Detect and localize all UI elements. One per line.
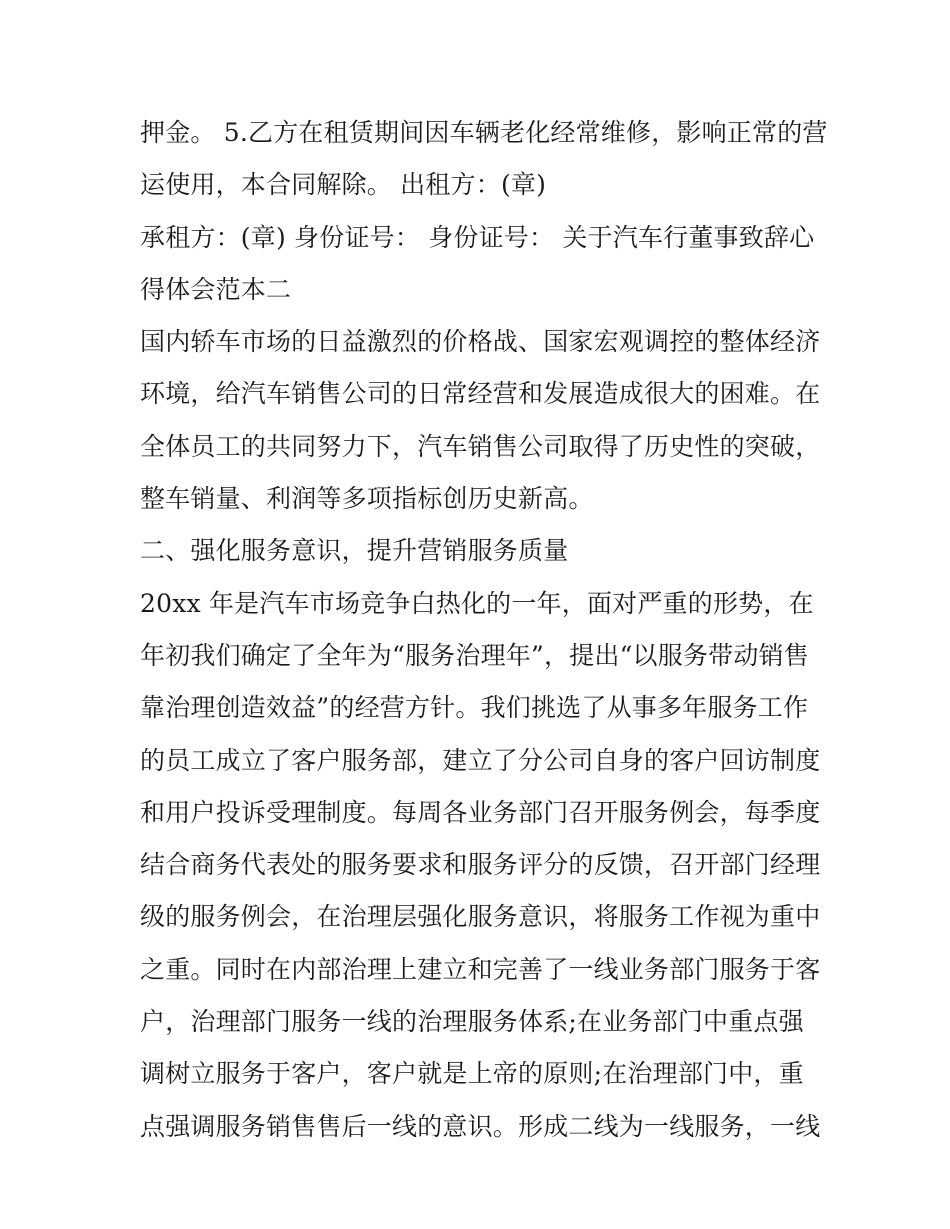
text-line: 靠治理创造效益”的经营方针。我们挑选了从事多年服务工作 (140, 693, 809, 723)
text-line: 级的服务例会，在治理层强化服务意识，将服务工作视为重中 (140, 902, 821, 932)
text-line: 点强调服务销售售后一线的意识。形成二线为一线服务，一线 (140, 1111, 821, 1141)
section-heading: 二、强化服务意识，提升营销服务质量 (140, 536, 569, 566)
text-line: 国内轿车市场的日益激烈的价格战、国家宏观调控的整体经济 (140, 327, 821, 357)
text-line: 之重。同时在内部治理上建立和完善了一线业务部门服务于客 (140, 954, 821, 984)
text-line: 的员工成立了客户服务部，建立了分公司自身的客户回访制度 (140, 745, 821, 775)
text-line: 调树立服务于客户，客户就是上帝的原则;在治理部门中，重 (140, 1059, 804, 1089)
text-line: 整车销量、利润等多项指标创历史新高。 (140, 484, 594, 514)
text-line: 得体会范本二 (140, 274, 292, 304)
text-line: 全体员工的共同努力下，汽车销售公司取得了历史性的突破， (140, 431, 821, 461)
text-line: 承租方：(章) 身份证号： 身份证号： 关于汽车行董事致辞心 (140, 222, 815, 252)
text-line: 年初我们确定了全年为“服务治理年”，提出“以服务带动销售 (140, 640, 809, 670)
text-line: 环境，给汽车销售公司的日常经营和发展造成很大的困难。在 (140, 379, 821, 409)
text-line: 20xx 年是汽车市场竞争白热化的一年，面对严重的形势，在 (140, 588, 814, 618)
text-line: 押金。 5.乙方在租赁期间因车辆老化经常维修，影响正常的营 (140, 118, 828, 147)
text-line: 运使用，本合同解除。 出租方：(章) (140, 170, 547, 200)
text-line: 户，治理部门服务一线的治理服务体系;在业务部门中重点强 (140, 1007, 804, 1037)
text-line: 和用户投诉受理制度。每周各业务部门召开服务例会，每季度 (140, 797, 821, 827)
text-line: 结合商务代表处的服务要求和服务评分的反馈，召开部门经理 (140, 850, 821, 880)
document-body (140, 107, 828, 1153)
